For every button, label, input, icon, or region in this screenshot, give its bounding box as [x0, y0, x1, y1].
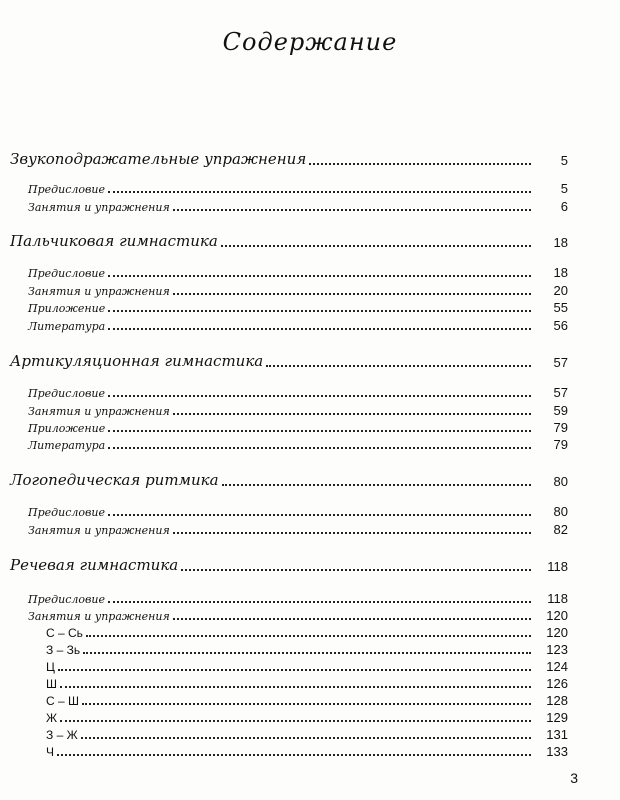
entry-title: Занятия и упражнения	[28, 524, 170, 537]
dot-leader	[266, 365, 531, 367]
entry-page-number: 123	[546, 642, 568, 657]
toc-section-entry	[10, 471, 568, 489]
entry-page-number: 57	[553, 385, 568, 400]
entry-title: Ж	[46, 711, 58, 725]
entry-title: Предисловие	[28, 267, 105, 280]
entry-page-number: 57	[553, 355, 568, 370]
dot-leader	[108, 514, 531, 516]
toc-subentry	[28, 262, 568, 280]
toc-subentry	[28, 605, 568, 623]
entry-page-number: 80	[553, 474, 568, 489]
dot-leader	[108, 395, 531, 397]
entry-title: Приложение	[28, 422, 106, 435]
toc-letter-entry	[46, 741, 568, 759]
entry-page-number: 82	[553, 522, 568, 537]
entry-title: Занятия и упражнения	[28, 610, 170, 623]
entry-page-number: 120	[546, 625, 568, 640]
entry-page-number: 131	[546, 727, 568, 742]
toc-letter-entry	[46, 656, 568, 674]
toc-letter-entry	[46, 707, 568, 725]
toc-subentry	[28, 280, 568, 298]
dot-leader	[57, 754, 531, 756]
entry-page-number: 129	[546, 710, 568, 725]
entry-title: Ш	[46, 677, 57, 691]
entry-page-number: 5	[560, 153, 568, 168]
toc-subentry	[28, 315, 568, 333]
entry-title: Занятия и упражнения	[28, 201, 170, 214]
toc-subentry	[28, 382, 568, 400]
toc-section-entry	[10, 232, 568, 250]
entry-page-number: 118	[547, 559, 568, 574]
dot-leader	[173, 618, 531, 620]
entry-page-number: 56	[553, 318, 568, 333]
toc-section-entry	[10, 150, 568, 168]
dot-leader	[86, 635, 531, 637]
entry-page-number: 120	[546, 608, 568, 623]
entry-page-number: 126	[546, 676, 568, 691]
entry-page-number: 18	[553, 265, 568, 280]
toc-letter-entry	[46, 690, 568, 708]
entry-page-number: 133	[546, 744, 568, 759]
entry-title: Звукоподражательные упражнения	[10, 150, 307, 168]
entry-page-number: 5	[560, 181, 568, 196]
dot-leader	[108, 430, 531, 432]
dot-leader	[108, 275, 531, 277]
dot-leader	[173, 293, 531, 295]
toc-subentry	[28, 196, 568, 214]
dot-leader	[58, 669, 531, 671]
entry-page-number: 20	[553, 283, 568, 298]
page-number: 3	[570, 770, 578, 786]
dot-leader	[173, 209, 531, 211]
dot-leader	[81, 737, 531, 739]
entry-page-number: 18	[553, 235, 568, 250]
entry-title: Литература	[28, 320, 106, 333]
toc-letter-entry	[46, 724, 568, 742]
dot-leader	[173, 413, 531, 415]
dot-leader	[181, 569, 531, 571]
entry-title: Ч	[46, 745, 54, 759]
dot-leader	[222, 484, 531, 486]
toc-subentry	[28, 519, 568, 537]
entry-title: Артикуляционная гимнастика	[10, 352, 264, 370]
entry-page-number: 79	[553, 420, 568, 435]
toc-subentry	[28, 178, 568, 196]
entry-title: Ц	[46, 660, 55, 674]
page-title: Содержание	[222, 28, 398, 56]
entry-page-number: 118	[547, 591, 568, 606]
dot-leader	[108, 601, 531, 603]
toc-letter-entry	[46, 622, 568, 640]
entry-page-number: 6	[560, 199, 568, 214]
toc-letter-entry	[46, 639, 568, 657]
entry-title: Занятия и упражнения	[28, 405, 170, 418]
dot-leader	[60, 720, 531, 722]
entry-page-number: 124	[546, 659, 568, 674]
entry-title: Предисловие	[28, 387, 105, 400]
entry-title: Логопедическая ритмика	[10, 471, 219, 489]
toc-subentry	[28, 400, 568, 418]
entry-title: Речевая гимнастика	[10, 556, 179, 574]
dot-leader	[83, 652, 531, 654]
entry-title: С – Сь	[46, 626, 83, 640]
dot-leader	[60, 686, 531, 688]
dot-leader	[82, 703, 531, 705]
entry-page-number: 128	[546, 693, 568, 708]
entry-title: Литература	[28, 439, 106, 452]
entry-page-number: 59	[553, 403, 568, 418]
toc-subentry	[28, 417, 568, 435]
entry-title: Приложение	[28, 302, 106, 315]
entry-title: Предисловие	[28, 593, 105, 606]
dot-leader	[108, 447, 531, 449]
entry-title: Занятия и упражнения	[28, 285, 170, 298]
entry-page-number: 80	[553, 504, 568, 519]
toc-section-entry	[10, 352, 568, 370]
toc-subentry	[28, 501, 568, 519]
toc-subentry	[28, 297, 568, 315]
dot-leader	[108, 191, 531, 193]
entry-page-number: 55	[553, 300, 568, 315]
entry-title: Предисловие	[28, 183, 105, 196]
toc-subentry	[28, 434, 568, 452]
entry-title: З – Зь	[46, 643, 81, 657]
toc-letter-entry	[46, 673, 568, 691]
toc-subentry	[28, 588, 568, 606]
dot-leader	[108, 328, 531, 330]
dot-leader	[309, 163, 531, 165]
dot-leader	[108, 310, 531, 312]
dot-leader	[221, 245, 531, 247]
entry-title: Пальчиковая гимнастика	[10, 232, 218, 250]
entry-title: З – Ж	[46, 728, 78, 742]
entry-title: Предисловие	[28, 506, 105, 519]
dot-leader	[173, 532, 531, 534]
entry-title: С – Ш	[46, 694, 80, 708]
entry-page-number: 79	[553, 437, 568, 452]
toc-section-entry	[10, 556, 568, 574]
